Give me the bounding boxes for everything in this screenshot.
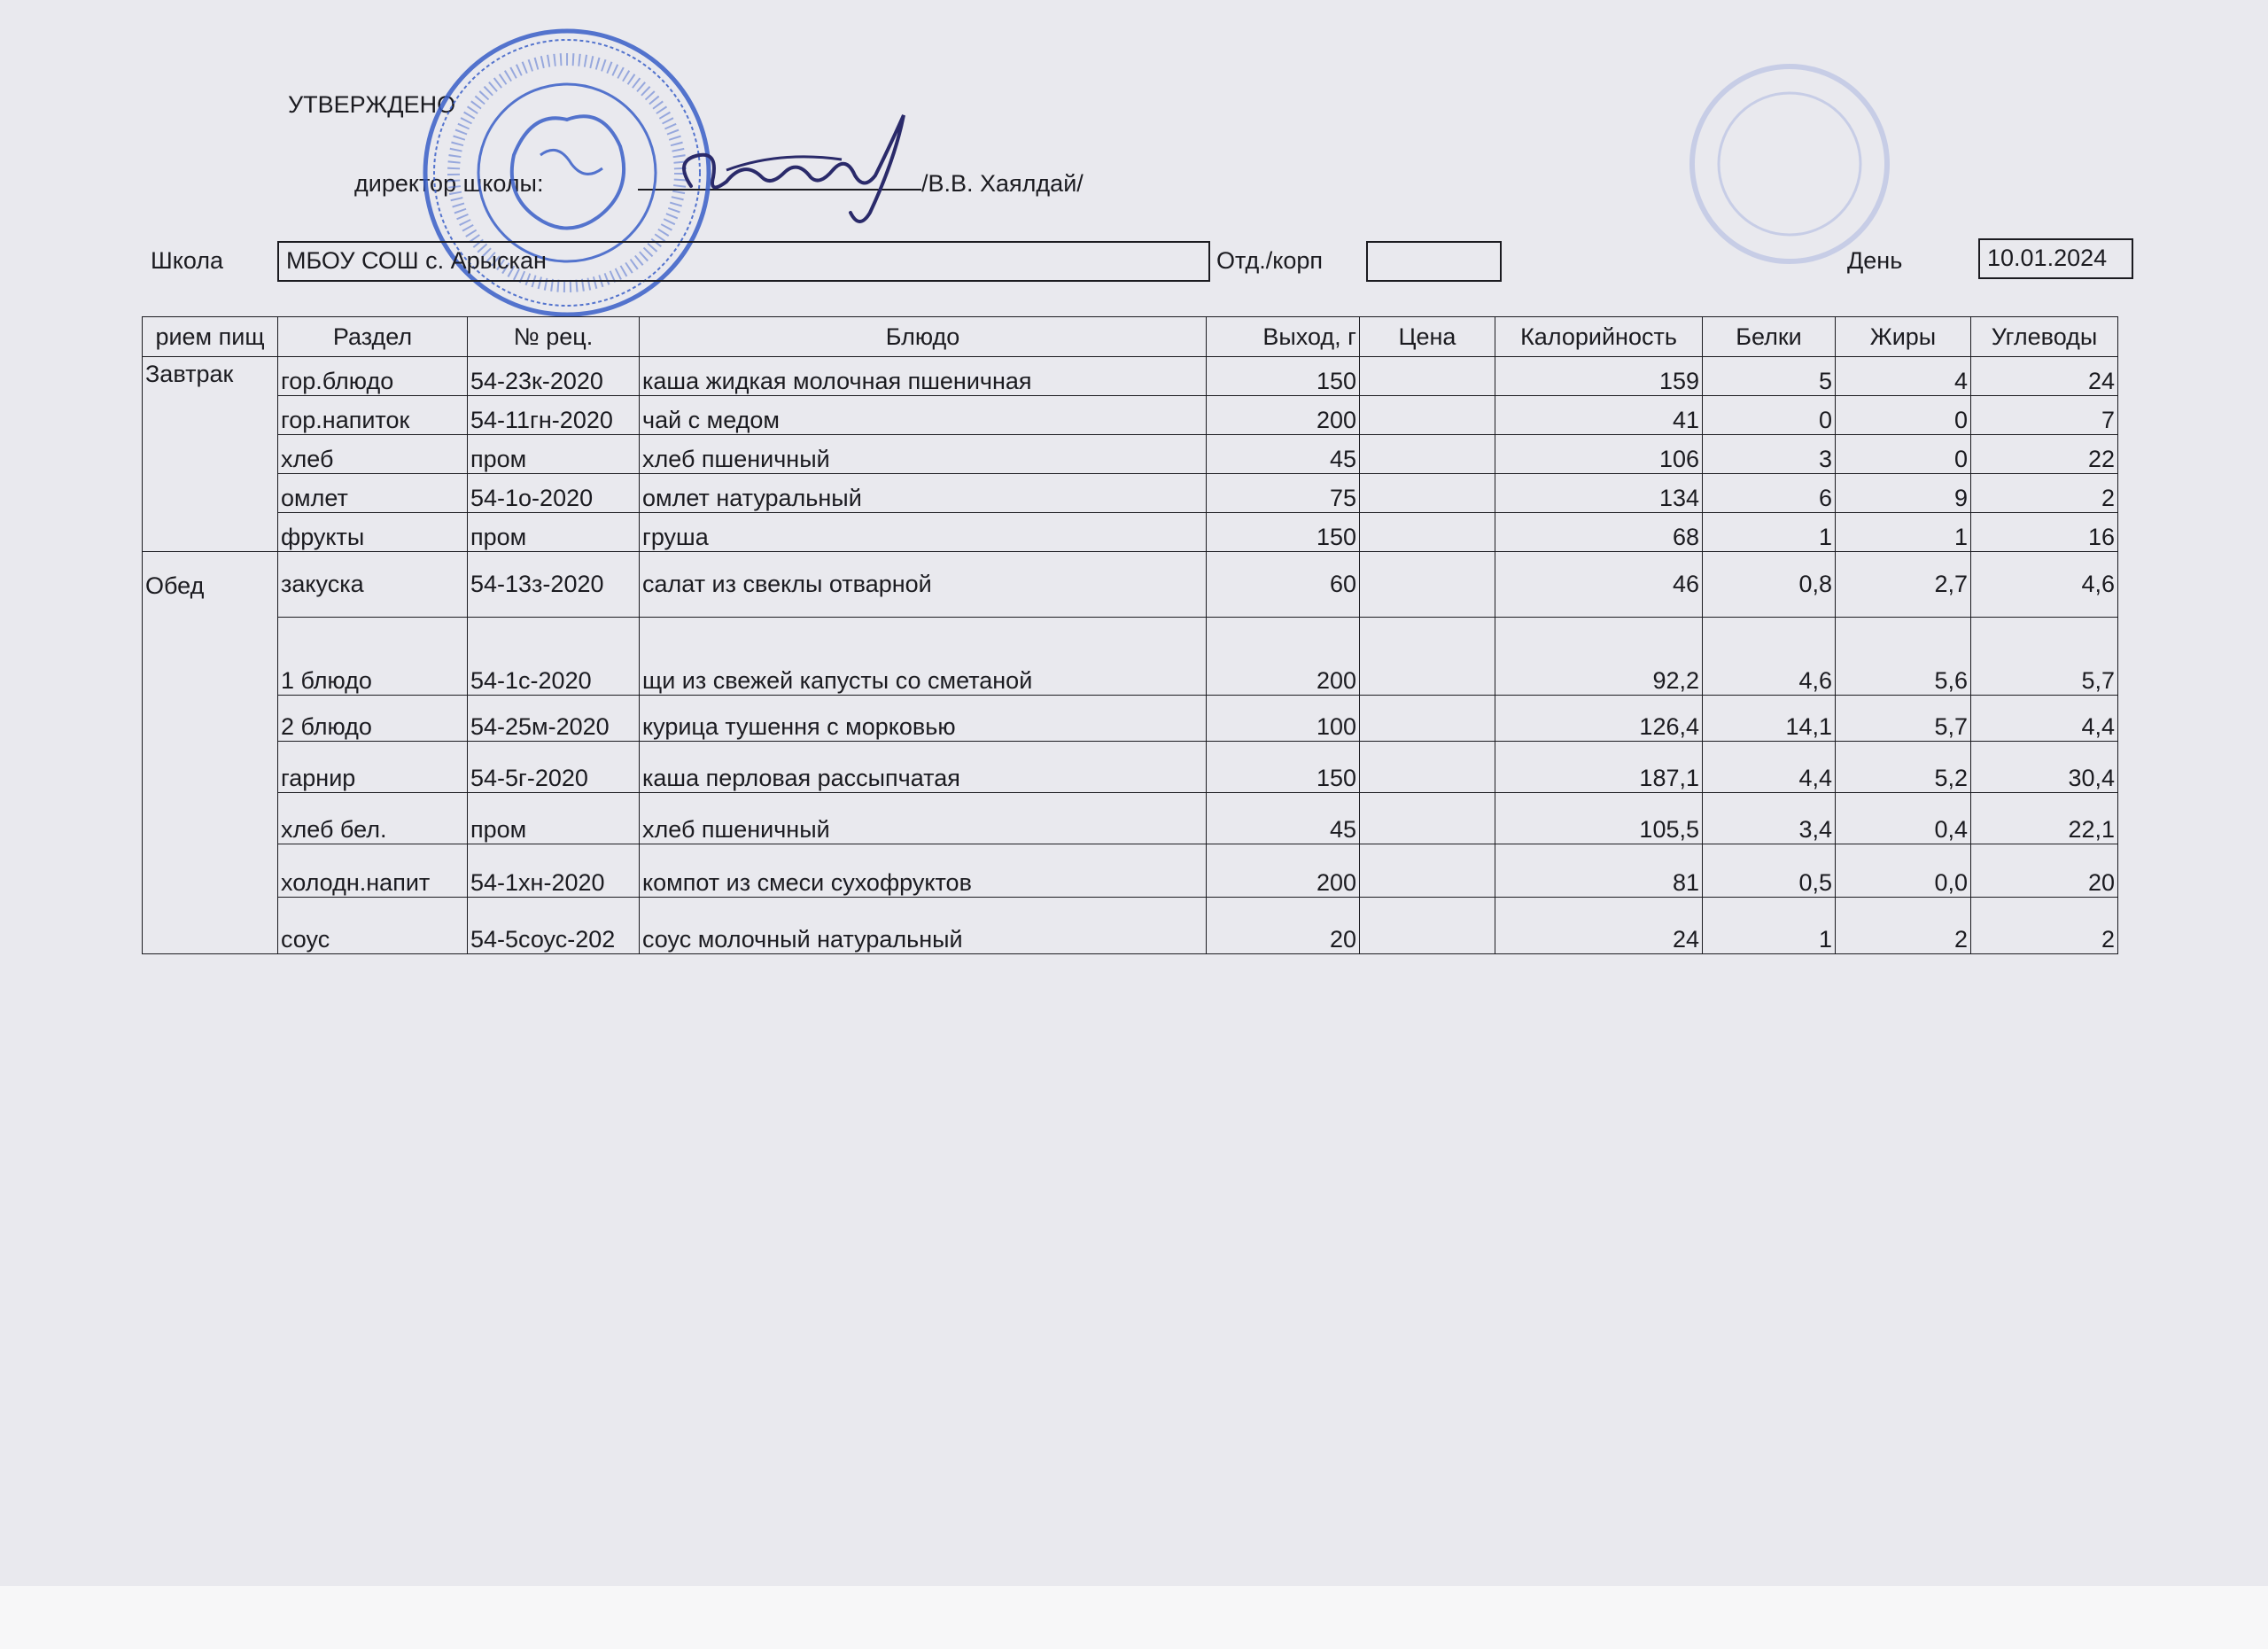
carbs-cell: 22 <box>1971 435 2118 474</box>
table-row <box>143 435 2118 474</box>
yield-cell: 150 <box>1207 513 1360 552</box>
dish-cell: компот из смеси сухофруктов <box>640 844 1207 898</box>
dept-field[interactable] <box>1366 241 1502 282</box>
table-row <box>143 696 2118 742</box>
kcal-cell: 41 <box>1495 396 1703 435</box>
yield-cell: 200 <box>1207 844 1360 898</box>
yield-cell: 20 <box>1207 898 1360 954</box>
kcal-cell: 106 <box>1495 435 1703 474</box>
recipe-cell: пром <box>468 793 640 844</box>
section-cell: 1 блюдо <box>278 618 468 696</box>
kcal-cell: 81 <box>1495 844 1703 898</box>
fat-cell: 0 <box>1836 396 1971 435</box>
dish-cell: каша жидкая молочная пшеничная <box>640 357 1207 396</box>
meal-cell-empty <box>143 435 278 474</box>
recipe-cell: 54-1о-2020 <box>468 474 640 513</box>
section-cell: гор.напиток <box>278 396 468 435</box>
col-header-price: Цена <box>1360 317 1495 357</box>
meal-cell: Завтрак <box>143 357 278 396</box>
yield-cell: 100 <box>1207 696 1360 742</box>
recipe-cell: 54-5соус-202 <box>468 898 640 954</box>
dish-cell: салат из свеклы отварной <box>640 552 1207 618</box>
price-cell <box>1360 396 1495 435</box>
dish-cell: омлет натуральный <box>640 474 1207 513</box>
kcal-cell: 126,4 <box>1495 696 1703 742</box>
kcal-cell: 159 <box>1495 357 1703 396</box>
price-cell <box>1360 474 1495 513</box>
protein-cell: 0,8 <box>1703 552 1836 618</box>
yield-cell: 60 <box>1207 552 1360 618</box>
table-row <box>143 513 2118 552</box>
dish-cell: курица тушення с морковью <box>640 696 1207 742</box>
fat-cell: 4 <box>1836 357 1971 396</box>
meal-cell: Обед <box>143 552 278 618</box>
recipe-cell: 54-1хн-2020 <box>468 844 640 898</box>
section-cell: хлеб <box>278 435 468 474</box>
carbs-cell: 2 <box>1971 898 2118 954</box>
col-header-section: Раздел <box>278 317 468 357</box>
fat-cell: 2 <box>1836 898 1971 954</box>
col-header-dish: Блюдо <box>640 317 1207 357</box>
col-header-yield: Выход, г <box>1207 317 1360 357</box>
recipe-cell: пром <box>468 435 640 474</box>
fat-cell: 0,0 <box>1836 844 1971 898</box>
dish-cell: хлеб пшеничный <box>640 793 1207 844</box>
dish-cell: каша перловая рассыпчатая <box>640 742 1207 793</box>
kcal-cell: 105,5 <box>1495 793 1703 844</box>
carbs-cell: 7 <box>1971 396 2118 435</box>
carbs-cell: 30,4 <box>1971 742 2118 793</box>
kcal-cell: 68 <box>1495 513 1703 552</box>
recipe-cell: пром <box>468 513 640 552</box>
meal-cell-empty <box>143 513 278 552</box>
day-label: День <box>1847 247 1903 274</box>
price-cell <box>1360 435 1495 474</box>
price-cell <box>1360 793 1495 844</box>
meal-cell-empty <box>143 474 278 513</box>
fat-cell: 0 <box>1836 435 1971 474</box>
protein-cell: 1 <box>1703 898 1836 954</box>
protein-cell: 3 <box>1703 435 1836 474</box>
section-cell: закуска <box>278 552 468 618</box>
col-header-protein: Белки <box>1703 317 1836 357</box>
carbs-cell: 4,6 <box>1971 552 2118 618</box>
protein-cell: 1 <box>1703 513 1836 552</box>
yield-cell: 150 <box>1207 357 1360 396</box>
kcal-cell: 134 <box>1495 474 1703 513</box>
meal-cell-empty <box>143 618 278 696</box>
section-cell: хлеб бел. <box>278 793 468 844</box>
recipe-cell: 54-13з-2020 <box>468 552 640 618</box>
approved-label: УТВЕРЖДЕНО <box>288 91 456 118</box>
section-cell: гор.блюдо <box>278 357 468 396</box>
meal-cell-empty <box>143 696 278 742</box>
scan-bottom-strip <box>0 1586 2268 1649</box>
recipe-cell: 54-23к-2020 <box>468 357 640 396</box>
price-cell <box>1360 357 1495 396</box>
fat-cell: 0,4 <box>1836 793 1971 844</box>
yield-cell: 45 <box>1207 793 1360 844</box>
director-label: директор школы: <box>354 170 544 197</box>
carbs-cell: 20 <box>1971 844 2118 898</box>
table-row <box>143 552 2118 618</box>
table-row <box>143 618 2118 696</box>
menu-table <box>142 316 2118 954</box>
meal-cell-empty <box>143 898 278 954</box>
protein-cell: 5 <box>1703 357 1836 396</box>
handwritten-signature-icon <box>638 97 957 239</box>
recipe-cell: 54-1с-2020 <box>468 618 640 696</box>
kcal-cell: 46 <box>1495 552 1703 618</box>
section-cell: холодн.напит <box>278 844 468 898</box>
dish-cell: соус молочный натуральный <box>640 898 1207 954</box>
fat-cell: 5,2 <box>1836 742 1971 793</box>
price-cell <box>1360 552 1495 618</box>
protein-cell: 4,6 <box>1703 618 1836 696</box>
fat-cell: 1 <box>1836 513 1971 552</box>
yield-cell: 200 <box>1207 618 1360 696</box>
yield-cell: 200 <box>1207 396 1360 435</box>
director-name: /В.В. Хаялдай/ <box>921 170 1084 197</box>
col-header-recipe: № рец. <box>468 317 640 357</box>
dish-cell: чай с медом <box>640 396 1207 435</box>
protein-cell: 6 <box>1703 474 1836 513</box>
meal-cell-empty <box>143 396 278 435</box>
dept-label: Отд./корп <box>1216 247 1323 274</box>
dish-cell: щи из свежей капусты со сметаной <box>640 618 1207 696</box>
yield-cell: 75 <box>1207 474 1360 513</box>
carbs-cell: 24 <box>1971 357 2118 396</box>
recipe-cell: 54-5г-2020 <box>468 742 640 793</box>
protein-cell: 14,1 <box>1703 696 1836 742</box>
recipe-cell: 54-25м-2020 <box>468 696 640 742</box>
yield-cell: 45 <box>1207 435 1360 474</box>
protein-cell: 3,4 <box>1703 793 1836 844</box>
carbs-cell: 5,7 <box>1971 618 2118 696</box>
price-cell <box>1360 898 1495 954</box>
meal-cell-empty <box>143 793 278 844</box>
school-label: Школа <box>151 247 224 274</box>
bleed-through-stamp-icon <box>1666 53 1914 275</box>
section-cell: гарнир <box>278 742 468 793</box>
kcal-cell: 24 <box>1495 898 1703 954</box>
protein-cell: 0,5 <box>1703 844 1836 898</box>
table-row <box>143 357 2118 396</box>
section-cell: соус <box>278 898 468 954</box>
school-field[interactable]: МБОУ СОШ с. Арыскан <box>277 241 1210 282</box>
price-cell <box>1360 618 1495 696</box>
price-cell <box>1360 513 1495 552</box>
kcal-cell: 92,2 <box>1495 618 1703 696</box>
col-header-meal: риeм пищ <box>143 317 278 357</box>
carbs-cell: 2 <box>1971 474 2118 513</box>
recipe-cell: 54-11гн-2020 <box>468 396 640 435</box>
price-cell <box>1360 844 1495 898</box>
day-field[interactable]: 10.01.2024 <box>1978 238 2133 279</box>
table-header-row <box>143 317 2118 357</box>
fat-cell: 5,6 <box>1836 618 1971 696</box>
meal-cell-empty <box>143 742 278 793</box>
section-cell: 2 блюдо <box>278 696 468 742</box>
table-row <box>143 793 2118 844</box>
table-row <box>143 396 2118 435</box>
price-cell <box>1360 742 1495 793</box>
col-header-carbs: Углеводы <box>1971 317 2118 357</box>
fat-cell: 2,7 <box>1836 552 1971 618</box>
protein-cell: 0 <box>1703 396 1836 435</box>
table-row <box>143 474 2118 513</box>
carbs-cell: 16 <box>1971 513 2118 552</box>
carbs-cell: 4,4 <box>1971 696 2118 742</box>
section-cell: фрукты <box>278 513 468 552</box>
dish-cell: хлеб пшеничный <box>640 435 1207 474</box>
protein-cell: 4,4 <box>1703 742 1836 793</box>
kcal-cell: 187,1 <box>1495 742 1703 793</box>
table-row <box>143 898 2118 954</box>
fat-cell: 9 <box>1836 474 1971 513</box>
carbs-cell: 22,1 <box>1971 793 2118 844</box>
meal-cell-empty <box>143 844 278 898</box>
table-row <box>143 844 2118 898</box>
col-header-fat: Жиры <box>1836 317 1971 357</box>
section-cell: омлет <box>278 474 468 513</box>
fat-cell: 5,7 <box>1836 696 1971 742</box>
price-cell <box>1360 696 1495 742</box>
dish-cell: груша <box>640 513 1207 552</box>
table-row <box>143 742 2118 793</box>
yield-cell: 150 <box>1207 742 1360 793</box>
col-header-kcal: Калорийность <box>1495 317 1703 357</box>
